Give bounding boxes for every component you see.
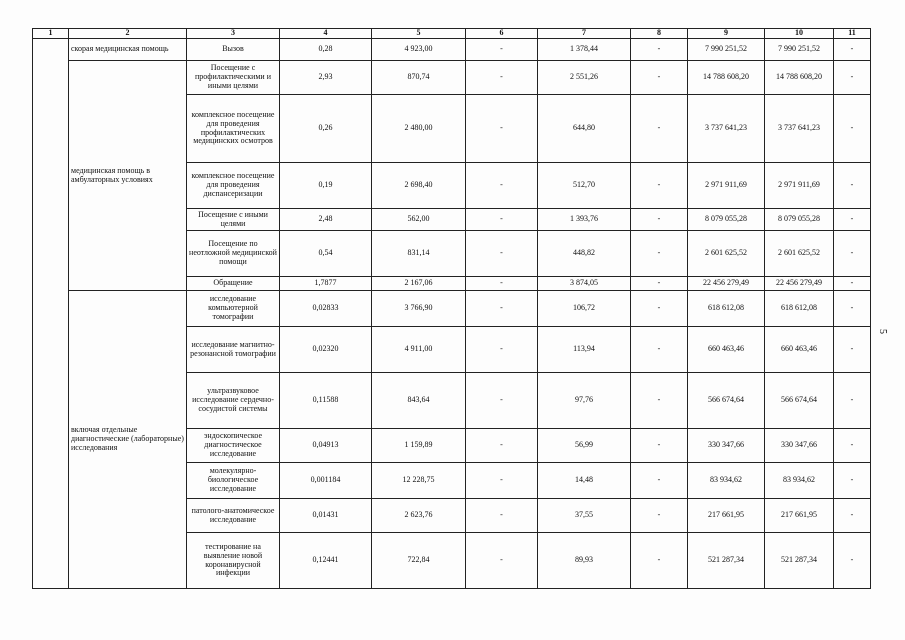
value-cell-c6: - xyxy=(466,291,538,327)
header-row xyxy=(33,29,871,39)
value-cell-c9: 660 463,46 xyxy=(688,327,765,373)
value-cell-c10: 660 463,46 xyxy=(765,327,834,373)
value-cell-c7: 2 551,26 xyxy=(538,61,631,95)
header-col-4: 4 xyxy=(280,29,372,39)
header-col-10: 10 xyxy=(765,29,834,39)
value-cell-c5: 3 766,90 xyxy=(372,291,466,327)
value-cell-c10: 22 456 279,49 xyxy=(765,277,834,291)
unit-cell: патолого-анатомическое исследование xyxy=(187,499,280,533)
value-cell-c10: 14 788 608,20 xyxy=(765,61,834,95)
value-cell-c5: 4 911,00 xyxy=(372,327,466,373)
value-cell-c4: 0,001184 xyxy=(280,463,372,499)
value-cell-c4: 0,54 xyxy=(280,231,372,277)
value-cell-c5: 12 228,75 xyxy=(372,463,466,499)
unit-cell: комплексное посещение для проведения профилактических медицинских осмотров xyxy=(187,95,280,163)
value-cell-c4: 0,02833 xyxy=(280,291,372,327)
value-cell-c9: 22 456 279,49 xyxy=(688,277,765,291)
unit-cell: исследование магнитно-резонансной томографии xyxy=(187,327,280,373)
value-cell-c10: 3 737 641,23 xyxy=(765,95,834,163)
value-cell-c10: 8 079 055,28 xyxy=(765,209,834,231)
value-cell-c8: - xyxy=(631,463,688,499)
value-cell-c6: - xyxy=(466,209,538,231)
value-cell-c8: - xyxy=(631,291,688,327)
value-cell-c8: - xyxy=(631,277,688,291)
value-cell-c4: 0,19 xyxy=(280,163,372,209)
value-cell-c5: 562,00 xyxy=(372,209,466,231)
value-cell-c4: 0,02320 xyxy=(280,327,372,373)
value-cell-c7: 106,72 xyxy=(538,291,631,327)
value-cell-c10: 330 347,66 xyxy=(765,429,834,463)
value-cell-c6: - xyxy=(466,39,538,61)
value-cell-c5: 2 167,06 xyxy=(372,277,466,291)
table-body xyxy=(33,39,871,589)
unit-cell: Посещение с иными целями xyxy=(187,209,280,231)
value-cell-c11: - xyxy=(834,373,871,429)
value-cell-c11: - xyxy=(834,61,871,95)
unit-cell: эндоскопическое диагностическое исследование xyxy=(187,429,280,463)
header-col-8: 8 xyxy=(631,29,688,39)
value-cell-c4: 0,01431 xyxy=(280,499,372,533)
value-cell-c6: - xyxy=(466,277,538,291)
table-row xyxy=(33,61,871,95)
value-cell-c8: - xyxy=(631,327,688,373)
value-cell-c5: 843,64 xyxy=(372,373,466,429)
value-cell-c9: 217 661,95 xyxy=(688,499,765,533)
value-cell-c10: 83 934,62 xyxy=(765,463,834,499)
value-cell-c7: 448,82 xyxy=(538,231,631,277)
value-cell-c11: - xyxy=(834,39,871,61)
value-cell-c8: - xyxy=(631,499,688,533)
value-cell-c11: - xyxy=(834,429,871,463)
value-cell-c11: - xyxy=(834,327,871,373)
value-cell-c9: 2 971 911,69 xyxy=(688,163,765,209)
value-cell-c6: - xyxy=(466,95,538,163)
value-cell-c7: 113,94 xyxy=(538,327,631,373)
value-cell-c6: - xyxy=(466,373,538,429)
value-cell-c8: - xyxy=(631,209,688,231)
value-cell-c8: - xyxy=(631,373,688,429)
value-cell-c5: 831,14 xyxy=(372,231,466,277)
value-cell-c11: - xyxy=(834,463,871,499)
value-cell-c7: 1 378,44 xyxy=(538,39,631,61)
value-cell-c9: 83 934,62 xyxy=(688,463,765,499)
value-cell-c8: - xyxy=(631,163,688,209)
value-cell-c11: - xyxy=(834,209,871,231)
header-col-7: 7 xyxy=(538,29,631,39)
value-cell-c10: 7 990 251,52 xyxy=(765,39,834,61)
value-cell-c9: 2 601 625,52 xyxy=(688,231,765,277)
value-cell-c6: - xyxy=(466,463,538,499)
value-cell-c4: 1,7877 xyxy=(280,277,372,291)
value-cell-c7: 37,55 xyxy=(538,499,631,533)
value-cell-c9: 3 737 641,23 xyxy=(688,95,765,163)
value-cell-c5: 722,84 xyxy=(372,533,466,589)
value-cell-c6: - xyxy=(466,231,538,277)
page-number: 5 xyxy=(877,329,888,334)
value-cell-c10: 2 971 911,69 xyxy=(765,163,834,209)
value-cell-c5: 870,74 xyxy=(372,61,466,95)
value-cell-c11: - xyxy=(834,163,871,209)
value-cell-c5: 4 923,00 xyxy=(372,39,466,61)
category-cell: скорая медицинская помощь xyxy=(69,39,187,61)
value-cell-c7: 89,93 xyxy=(538,533,631,589)
value-cell-c4: 0,11588 xyxy=(280,373,372,429)
unit-cell: Обращение xyxy=(187,277,280,291)
value-cell-c8: - xyxy=(631,429,688,463)
value-cell-c4: 0,12441 xyxy=(280,533,372,589)
table-row xyxy=(33,291,871,327)
value-cell-c6: - xyxy=(466,429,538,463)
value-cell-c11: - xyxy=(834,499,871,533)
value-cell-c7: 512,70 xyxy=(538,163,631,209)
value-cell-c10: 618 612,08 xyxy=(765,291,834,327)
value-cell-c5: 2 698,40 xyxy=(372,163,466,209)
value-cell-c5: 1 159,89 xyxy=(372,429,466,463)
value-cell-c5: 2 623,76 xyxy=(372,499,466,533)
value-cell-c9: 14 788 608,20 xyxy=(688,61,765,95)
value-cell-c8: - xyxy=(631,231,688,277)
value-cell-c6: - xyxy=(466,327,538,373)
value-cell-c8: - xyxy=(631,39,688,61)
value-cell-c8: - xyxy=(631,533,688,589)
unit-cell: комплексное посещение для проведения диспансеризации xyxy=(187,163,280,209)
value-cell-c9: 521 287,34 xyxy=(688,533,765,589)
header-col-2: 2 xyxy=(69,29,187,39)
value-cell-c6: - xyxy=(466,163,538,209)
value-cell-c10: 521 287,34 xyxy=(765,533,834,589)
value-cell-c11: - xyxy=(834,95,871,163)
tariff-table xyxy=(32,28,871,589)
unit-cell: ультразвуковое исследование сердечно-сосудистой системы xyxy=(187,373,280,429)
value-cell-c9: 7 990 251,52 xyxy=(688,39,765,61)
value-cell-c7: 56,99 xyxy=(538,429,631,463)
value-cell-c7: 1 393,76 xyxy=(538,209,631,231)
category-cell: медицинская помощь в амбулаторных условиях xyxy=(69,61,187,291)
unit-cell: Вызов xyxy=(187,39,280,61)
value-cell-c11: - xyxy=(834,291,871,327)
value-cell-c11: - xyxy=(834,231,871,277)
category-cell: включая отдельные диагностические (лабораторные) исследования xyxy=(69,291,187,589)
section-cell xyxy=(33,39,69,589)
value-cell-c6: - xyxy=(466,61,538,95)
value-cell-c11: - xyxy=(834,277,871,291)
value-cell-c5: 2 480,00 xyxy=(372,95,466,163)
unit-cell: молекулярно-биологическое исследование xyxy=(187,463,280,499)
value-cell-c9: 618 612,08 xyxy=(688,291,765,327)
value-cell-c10: 2 601 625,52 xyxy=(765,231,834,277)
header-col-9: 9 xyxy=(688,29,765,39)
header-col-6: 6 xyxy=(466,29,538,39)
value-cell-c8: - xyxy=(631,95,688,163)
value-cell-c7: 644,80 xyxy=(538,95,631,163)
value-cell-c7: 14,48 xyxy=(538,463,631,499)
value-cell-c6: - xyxy=(466,533,538,589)
header-col-1: 1 xyxy=(33,29,69,39)
value-cell-c4: 0,04913 xyxy=(280,429,372,463)
value-cell-c9: 330 347,66 xyxy=(688,429,765,463)
unit-cell: тестирование на выявление новой коронавирусной инфекции xyxy=(187,533,280,589)
value-cell-c4: 2,93 xyxy=(280,61,372,95)
value-cell-c8: - xyxy=(631,61,688,95)
value-cell-c10: 566 674,64 xyxy=(765,373,834,429)
value-cell-c6: - xyxy=(466,499,538,533)
value-cell-c9: 8 079 055,28 xyxy=(688,209,765,231)
value-cell-c7: 97,76 xyxy=(538,373,631,429)
unit-cell: исследование компьютерной томографии xyxy=(187,291,280,327)
value-cell-c10: 217 661,95 xyxy=(765,499,834,533)
value-cell-c4: 0,28 xyxy=(280,39,372,61)
header-col-5: 5 xyxy=(372,29,466,39)
value-cell-c4: 0,26 xyxy=(280,95,372,163)
header-col-3: 3 xyxy=(187,29,280,39)
table-row xyxy=(33,39,871,61)
value-cell-c9: 566 674,64 xyxy=(688,373,765,429)
value-cell-c11: - xyxy=(834,533,871,589)
unit-cell: Посещение с профилактическими и иными целями xyxy=(187,61,280,95)
header-col-11: 11 xyxy=(834,29,871,39)
unit-cell: Посещение по неотложной медицинской помощи xyxy=(187,231,280,277)
value-cell-c7: 3 874,05 xyxy=(538,277,631,291)
value-cell-c4: 2,48 xyxy=(280,209,372,231)
